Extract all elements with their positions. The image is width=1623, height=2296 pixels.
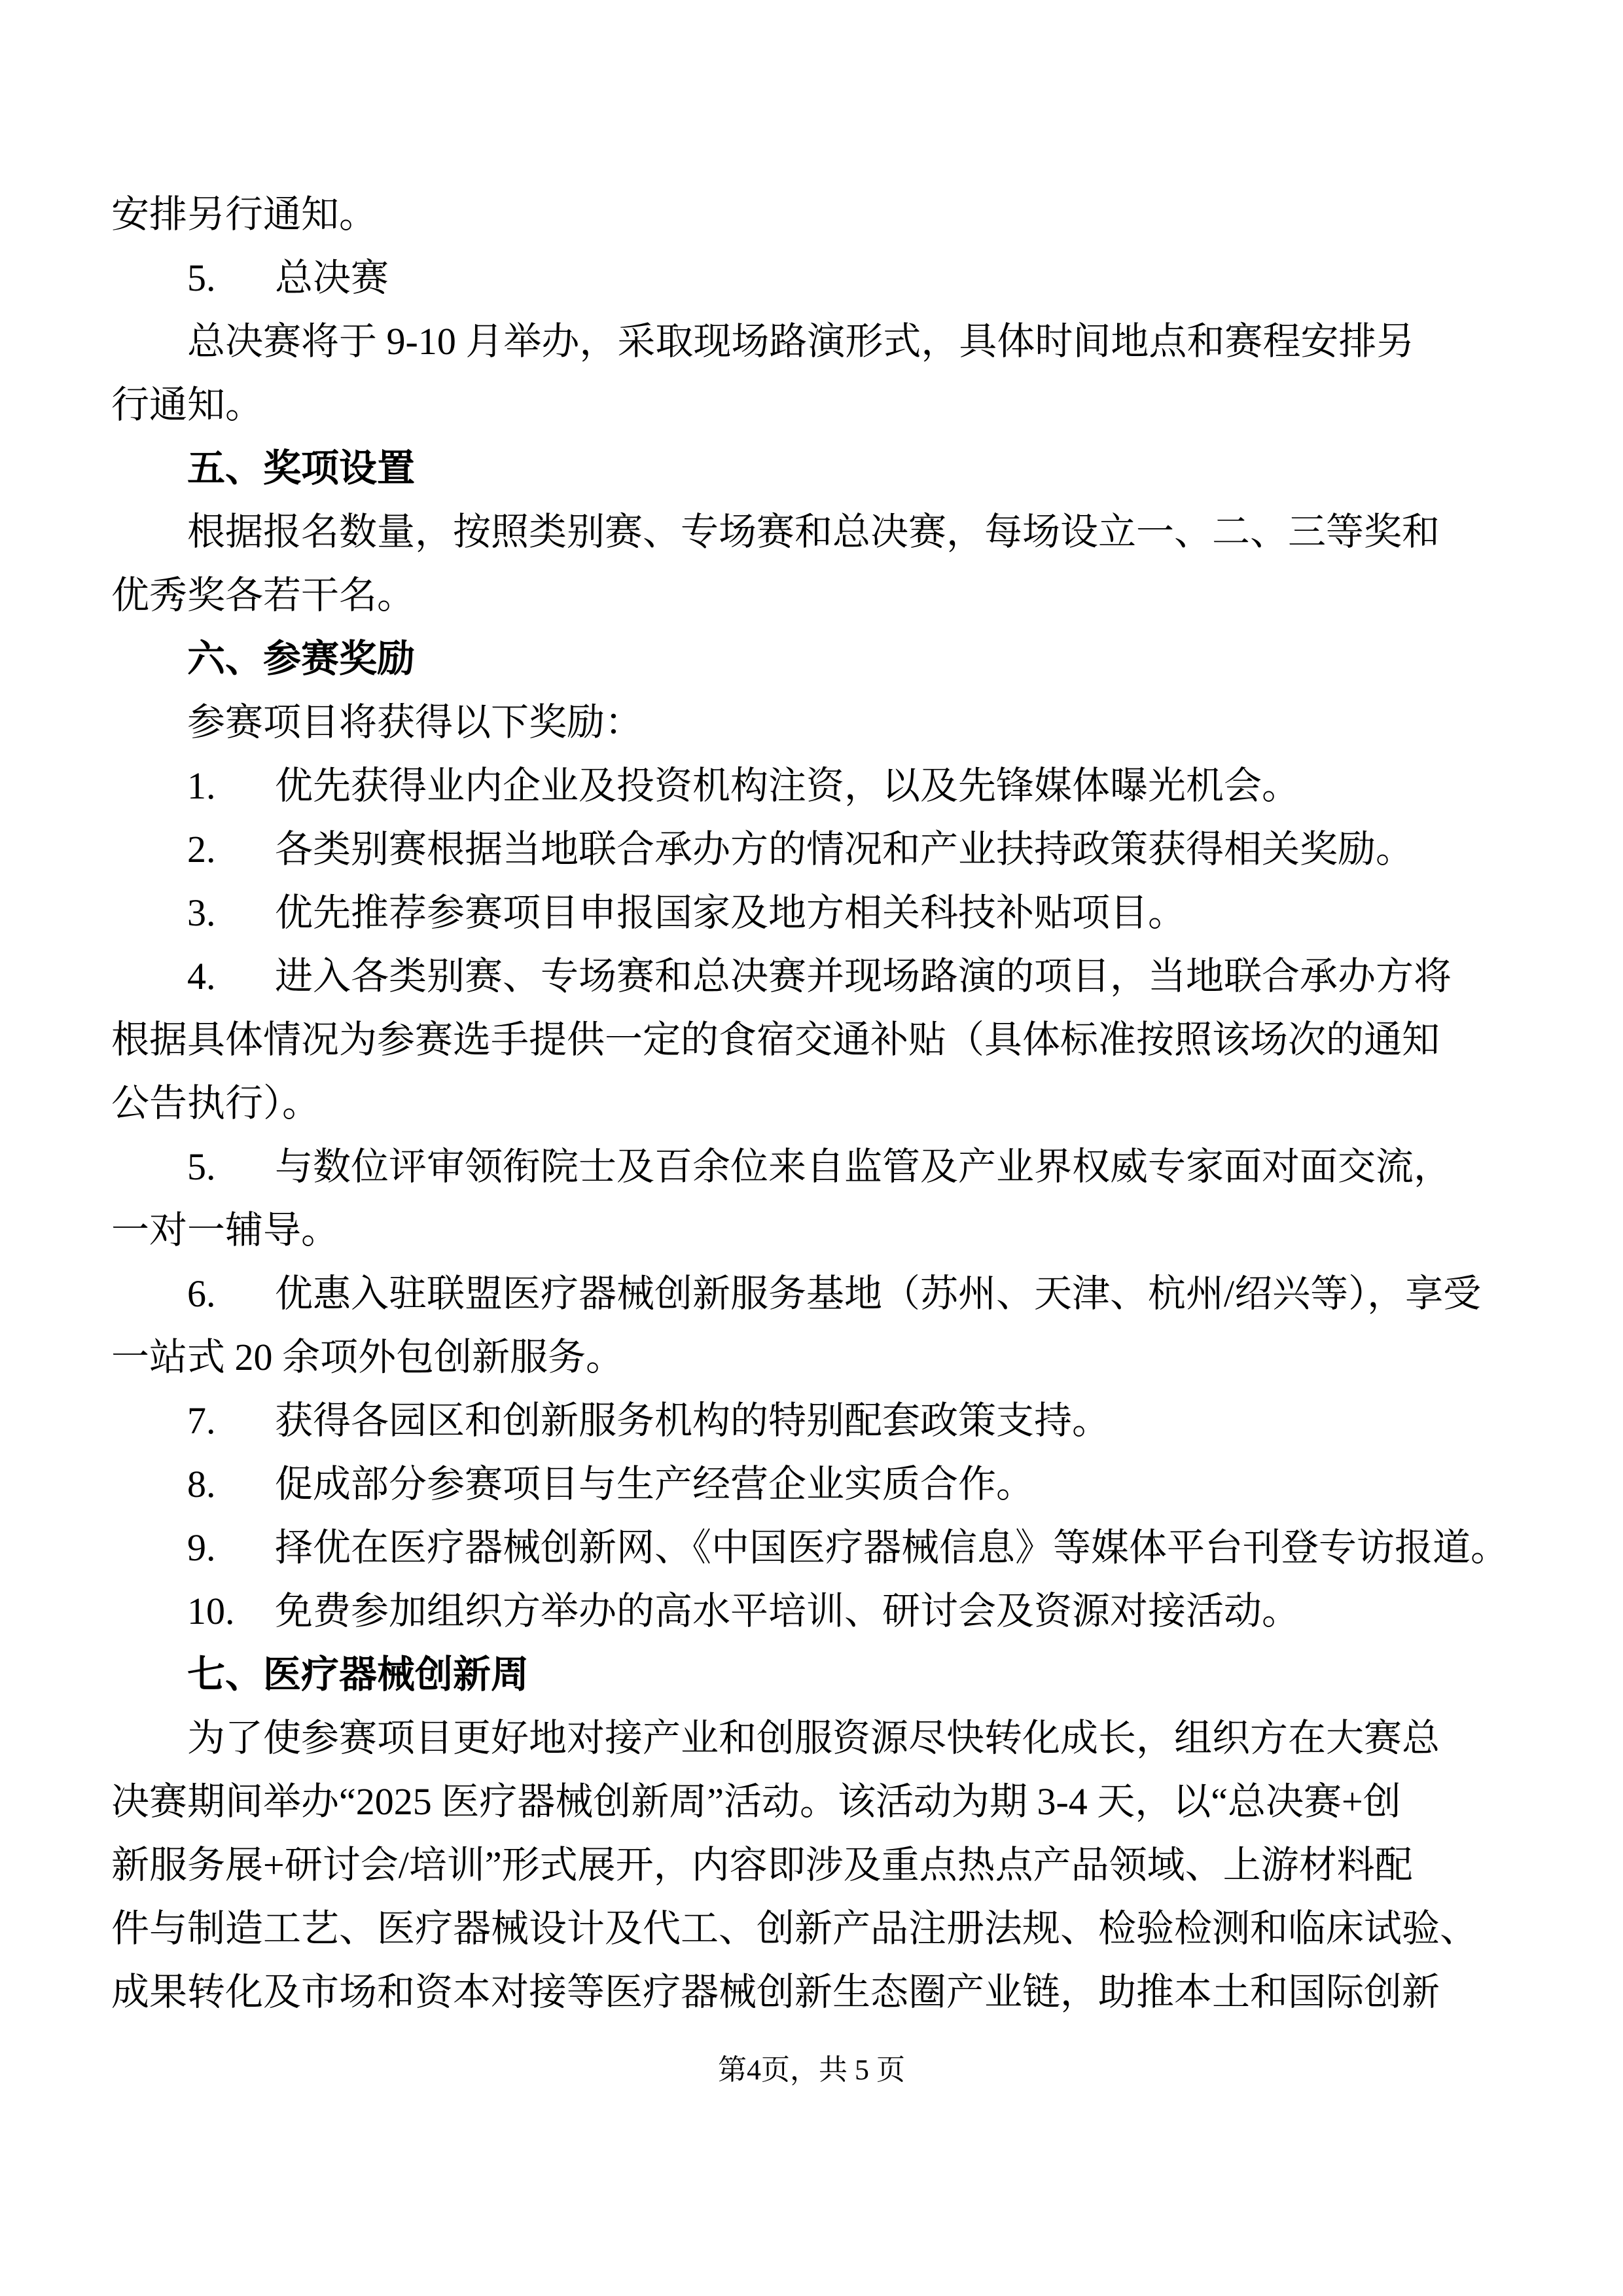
line-text: 优先获得业内企业及投资机构注资，以及先锋媒体曝光机会。 (275, 764, 1300, 807)
numbered-item (111, 944, 1518, 1008)
line-text: 为了使参赛项目更好地对接产业和创服资源尽快转化成长，组织方在大赛总 (187, 1717, 1440, 1759)
item-number: 5. (187, 1145, 216, 1188)
text-line (111, 1198, 1518, 1262)
numbered-item (111, 881, 1518, 944)
line-text: 优惠入驻联盟医疗器械创新服务基地（苏州、天津、杭州/绍兴等），享受 (275, 1272, 1482, 1315)
numbered-item (111, 246, 1518, 310)
numbered-item (111, 1262, 1518, 1325)
numbered-item (111, 1135, 1518, 1198)
text-line (111, 183, 1518, 246)
line-text: 优秀奖各若干名。 (111, 574, 416, 617)
line-text: 行通知。 (111, 384, 264, 426)
item-number: 10. (187, 1590, 235, 1632)
numbered-item (111, 1516, 1518, 1579)
line-text: 新服务展+研讨会/培训”形式展开，内容即涉及重点热点产品领域、上游材料配 (111, 1844, 1413, 1886)
section-heading (111, 627, 1518, 691)
line-text: 获得各园区和创新服务机构的特别配套政策支持。 (275, 1399, 1111, 1442)
item-number: 4. (187, 955, 216, 997)
numbered-item (111, 1579, 1518, 1643)
text-line (111, 310, 1518, 373)
line-text: 免费参加组织方举办的高水平培训、研讨会及资源对接活动。 (275, 1590, 1300, 1632)
text-line (111, 1770, 1518, 1833)
section-heading (111, 437, 1518, 500)
line-text: 一对一辅导。 (111, 1209, 340, 1251)
text-line (111, 500, 1518, 564)
text-line (111, 373, 1518, 437)
line-text: 六、参赛奖励 (187, 637, 416, 680)
text-line (111, 1325, 1518, 1389)
item-number: 1. (187, 764, 216, 807)
line-text: 总决赛将于 9-10 月举办，采取现场路演形式，具体时间地点和赛程安排另 (187, 320, 1415, 363)
line-text: 公告执行）。 (111, 1082, 321, 1124)
line-text: 根据报名数量，按照类别赛、专场赛和总决赛，每场设立一、二、三等奖和 (187, 511, 1440, 553)
document-body (111, 183, 1518, 2024)
numbered-item (111, 817, 1518, 881)
line-text: 件与制造工艺、医疗器械设计及代工、创新产品注册法规、检验检测和临床试验、 (111, 1907, 1478, 1950)
line-text: 优先推荐参赛项目申报国家及地方相关科技补贴项目。 (275, 891, 1186, 934)
line-text: 各类别赛根据当地联合承办方的情况和产业扶持政策获得相关奖励。 (275, 828, 1414, 870)
page-footer (0, 2041, 1623, 2100)
item-number: 5. (187, 257, 216, 299)
text-line (111, 1706, 1518, 1770)
line-text: 根据具体情况为参赛选手提供一定的食宿交通补贴（具体标准按照该场次的通知 (111, 1018, 1440, 1061)
text-line (111, 1833, 1518, 1897)
line-text: 五、奖项设置 (187, 447, 416, 490)
page-number-text: 第4页，共 5 页 (718, 2054, 905, 2086)
line-text: 总决赛 (275, 257, 389, 299)
line-text: 七、医疗器械创新周 (187, 1653, 529, 1696)
item-number: 6. (187, 1272, 216, 1315)
line-text: 择优在医疗器械创新网、《中国医疗器械信息》等媒体平台刊登专访报道。 (275, 1526, 1509, 1569)
item-number: 8. (187, 1463, 216, 1505)
item-number: 7. (187, 1399, 216, 1442)
numbered-item (111, 754, 1518, 817)
numbered-item (111, 1452, 1518, 1516)
item-number: 9. (187, 1526, 216, 1569)
text-line (111, 564, 1518, 627)
text-line (111, 1897, 1518, 1960)
text-line (111, 1960, 1518, 2024)
line-text: 与数位评审领衔院士及百余位来自监管及产业界权威专家面对面交流， (275, 1145, 1452, 1188)
line-text: 安排另行通知。 (111, 193, 378, 236)
text-line (111, 1008, 1518, 1071)
section-heading (111, 1643, 1518, 1706)
line-text: 进入各类别赛、专场赛和总决赛并现场路演的项目，当地联合承办方将 (275, 955, 1452, 997)
text-line (111, 691, 1518, 754)
item-number: 3. (187, 891, 216, 934)
text-line (111, 1071, 1518, 1135)
line-text: 成果转化及市场和资本对接等医疗器械创新生态圈产业链，助推本土和国际创新 (111, 1971, 1440, 2013)
line-text: 一站式 20 余项外包创新服务。 (111, 1336, 624, 1378)
line-text: 决赛期间举办“2025 医疗器械创新周”活动。该活动为期 3-4 天，以“总决赛+创 (111, 1780, 1401, 1823)
numbered-item (111, 1389, 1518, 1452)
line-text: 参赛项目将获得以下奖励： (187, 701, 643, 744)
line-text: 促成部分参赛项目与生产经营企业实质合作。 (275, 1463, 1035, 1505)
item-number: 2. (187, 828, 216, 870)
